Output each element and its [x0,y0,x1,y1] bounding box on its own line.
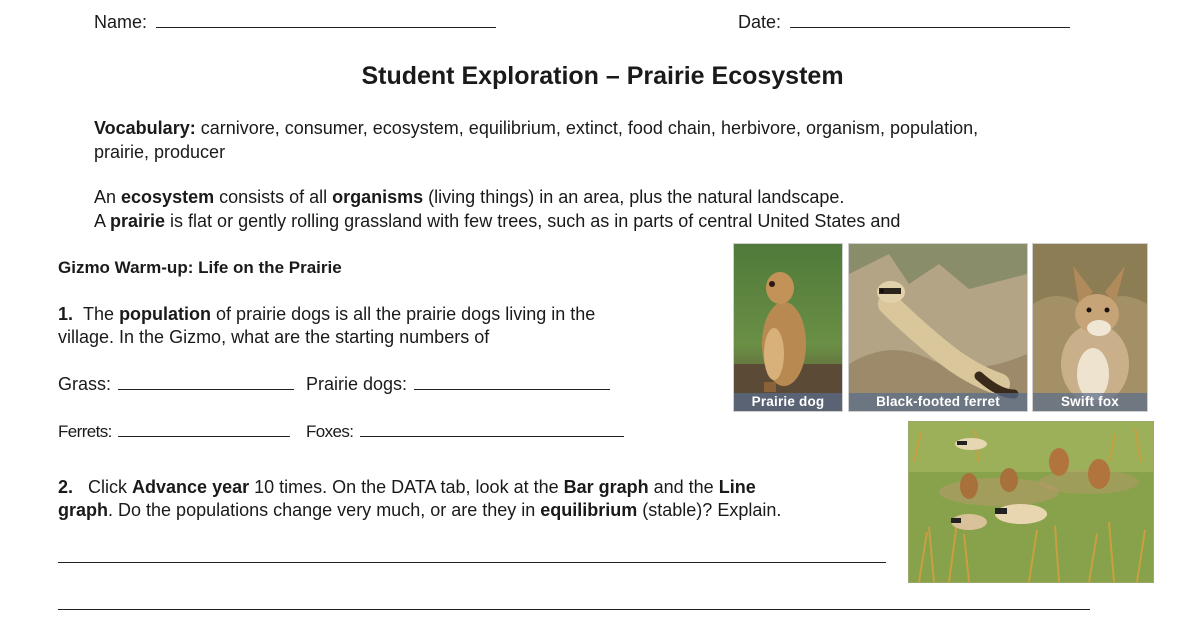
question-number: 1. [58,304,74,324]
term-organisms: organisms [332,187,424,207]
question-text: Click [88,477,133,497]
vocabulary-line1 [94,117,978,139]
vocabulary-terms: carnivore, consumer, ecosystem, equilibrium, extinct, food chain, herbivore, organism, population, [195,118,979,138]
name-blank[interactable] [156,11,496,28]
intro-line1 [94,186,844,208]
name-field [94,11,496,33]
ferrets-field [58,420,290,443]
vocabulary-terms-cont: prairie, producer [94,142,226,162]
question-text: 10 times. On the DATA tab, look at the [249,477,564,497]
page-title: Student Exploration – Prairie Ecosystem [361,62,844,90]
fox-image [1033,244,1147,411]
ferret-photo [848,243,1028,412]
prairie-dogs-field [306,373,610,395]
fox-photo [1032,243,1148,412]
name-label: Name: [94,12,148,32]
vocabulary-label: Vocabulary: [94,118,196,138]
vocabulary-line2 [94,141,225,163]
question-1-line2: village. In the Gizmo, what are the starting numbers of [58,327,490,347]
foxes-field [306,420,624,443]
intro-text: (living things) in an area, plus the natural landscape. [423,187,845,207]
foxes-label: Foxes: [306,422,354,441]
question-number: 2. [58,477,74,497]
date-field [738,11,1070,33]
prairie-dog-image [734,244,842,411]
question-text: of prairie dogs is all the prairie dogs living in the [211,304,596,324]
question-text: and the [648,477,719,497]
gizmo-prairie-scene [909,422,1153,582]
term-equilibrium: equilibrium [540,500,638,520]
term-ecosystem: ecosystem [121,187,215,207]
ferrets-label: Ferrets: [58,422,112,441]
intro-text: An [94,187,122,207]
prairie-dog-caption: Prairie dog [734,393,842,411]
intro-text: A [94,211,111,231]
warmup-heading: Gizmo Warm-up: Life on the Prairie [58,258,342,277]
foxes-blank[interactable] [360,420,624,437]
date-label: Date: [738,12,782,32]
term-advance-year: Advance year [132,477,250,497]
question-text: . Do the populations change very much, or are they in [108,500,541,520]
prairie-dog-photo [733,243,843,412]
term-prairie: prairie [110,211,166,231]
fox-caption: Swift fox [1033,393,1147,411]
ferret-caption: Black-footed ferret [849,393,1027,411]
gizmo-illustration [908,421,1154,583]
grass-label: Grass: [58,374,112,394]
grass-blank[interactable] [118,373,294,390]
grass-field [58,373,294,395]
prairie-dogs-blank[interactable] [414,373,610,390]
answer-line-2[interactable] [58,609,1090,610]
intro-line2 [94,210,900,232]
ferrets-blank[interactable] [118,420,290,437]
question-2-line1 [58,476,756,498]
term-population: population [119,304,212,324]
question-1-line1 [58,303,595,325]
term-bar-graph: Bar graph [563,477,649,497]
prairie-dogs-label: Prairie dogs: [306,374,408,394]
page-title-wrap [0,62,1200,91]
answer-line-1[interactable] [58,562,886,563]
term-graph: graph [58,500,109,520]
date-blank[interactable] [790,11,1070,28]
intro-text: is flat or gently rolling grassland with few trees, such as in parts of central United States and [165,211,901,231]
question-text: (stable)? Explain. [637,500,782,520]
intro-text: consists of all [214,187,333,207]
ferret-image [849,244,1027,411]
question-text: The [83,304,120,324]
question-2-line2 [58,499,781,521]
term-line: Line [718,477,756,497]
